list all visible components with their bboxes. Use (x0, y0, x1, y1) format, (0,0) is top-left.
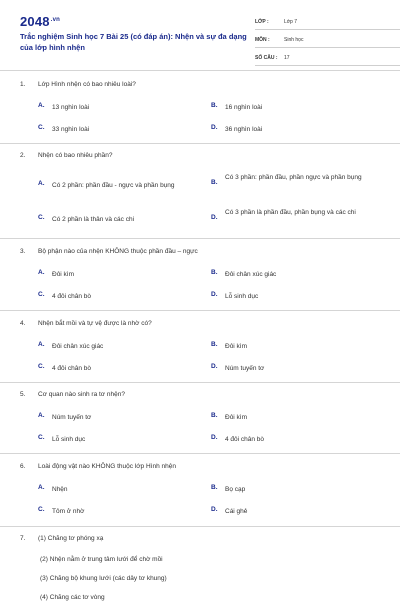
question-4 (20, 320, 380, 327)
option-text: Đôi kìm (52, 271, 75, 278)
option-1d[interactable] (211, 124, 376, 135)
meta-label: SỐ CÂU : (255, 54, 278, 61)
option-5a[interactable] (38, 412, 198, 423)
option-text: Đôi kìm (225, 343, 248, 350)
option-4a[interactable] (38, 341, 198, 352)
option-letter: B. (211, 412, 218, 419)
statement: (3) Chăng bộ khung lưới (các dây tơ khung) (40, 575, 167, 582)
option-text: 4 đôi chân bò (52, 293, 92, 300)
option-5c[interactable] (38, 434, 198, 445)
logo-text: 2048 (20, 14, 50, 29)
meta-row-subject (255, 32, 400, 48)
option-letter: C. (38, 506, 45, 513)
option-letter: D. (211, 291, 218, 298)
option-5d[interactable] (211, 434, 376, 445)
statement: (1) Chăng tơ phóng xạ (38, 535, 104, 542)
page-title: Trắc nghiệm Sinh học 7 Bài 25 (có đáp án): Nhện và sự đa dạng của lớp hình nhện (20, 32, 247, 52)
divider (0, 453, 400, 454)
question-2 (20, 152, 380, 159)
meta-row-count (255, 50, 400, 66)
option-letter: C. (38, 291, 45, 298)
divider (0, 143, 400, 144)
divider (0, 310, 400, 311)
option-text: Có 2 phần: phần đầu - ngực và phần bụng (52, 182, 175, 189)
meta-row-grade (255, 14, 400, 30)
question-number: 7. (20, 535, 26, 542)
option-1a[interactable] (38, 102, 198, 113)
question-text: Cơ quan nào sinh ra tơ nhện? (38, 391, 125, 398)
option-4c[interactable] (38, 363, 198, 374)
divider (0, 526, 400, 527)
option-letter: D. (211, 124, 218, 131)
option-text: 33 nghìn loài (52, 126, 90, 133)
option-letter: C. (38, 363, 45, 370)
option-text: Lỗ sinh dục (225, 293, 259, 300)
option-text: Núm tuyến tơ (52, 414, 92, 421)
option-6c[interactable] (38, 506, 198, 517)
option-letter: C. (38, 434, 45, 441)
option-letter: A. (38, 484, 45, 491)
option-text: 4 đôi chân bò (52, 365, 92, 372)
option-text: Có 3 phần là phần đầu, phần bụng và các chi (225, 209, 356, 216)
option-letter: A. (38, 180, 45, 187)
option-text: Tôm ở nhờ (52, 508, 85, 515)
question-number: 2. (20, 152, 26, 159)
site-logo[interactable] (20, 14, 60, 29)
option-letter: D. (211, 434, 218, 441)
option-4d[interactable] (211, 363, 376, 374)
question-6 (20, 463, 380, 470)
option-letter: A. (38, 102, 45, 109)
option-text: Bọ cạp (225, 486, 246, 493)
divider (0, 238, 400, 239)
option-3c[interactable] (38, 291, 198, 302)
option-6a[interactable] (38, 484, 198, 495)
document-header (20, 14, 380, 64)
option-letter: A. (38, 341, 45, 348)
meta-panel (255, 14, 400, 68)
logo-suffix: .vn (50, 16, 61, 23)
meta-value: Sinh học (284, 36, 304, 43)
question-number: 5. (20, 391, 26, 398)
option-letter: A. (38, 412, 45, 419)
option-letter: B. (211, 269, 218, 276)
question-number: 3. (20, 248, 26, 255)
option-text: Đôi chân xúc giác (225, 271, 277, 278)
option-6d[interactable] (211, 506, 376, 517)
option-text: Có 3 phần: phần đầu, phần ngực và phần bụng (225, 174, 362, 181)
statement: (2) Nhện nằm ở trung tâm lưới để chờ mồi (40, 556, 163, 563)
question-text: Lớp Hình nhện có bao nhiêu loài? (38, 81, 136, 88)
option-2b[interactable] (211, 172, 376, 186)
option-text: 16 nghìn loài (225, 104, 263, 111)
option-text: Đôi kìm (225, 414, 248, 421)
meta-value: Lớp 7 (284, 18, 298, 25)
question-number: 6. (20, 463, 26, 470)
divider (0, 70, 400, 71)
option-1b[interactable] (211, 102, 376, 113)
divider (0, 382, 400, 383)
question-7 (20, 535, 380, 542)
option-text: 13 nghìn loài (52, 104, 90, 111)
option-text: Nhện (52, 486, 68, 493)
option-letter: D. (211, 363, 218, 370)
question-number: 4. (20, 320, 26, 327)
meta-label: LỚP : (255, 18, 269, 25)
option-text: 36 nghìn loài (225, 126, 263, 133)
option-letter: C. (38, 214, 45, 221)
option-letter: D. (211, 214, 218, 221)
question-text: Bộ phận nào của nhện KHÔNG thuộc phần đầu – ngực (38, 248, 198, 255)
option-letter: A. (38, 269, 45, 276)
option-5b[interactable] (211, 412, 376, 423)
option-text: Lỗ sinh dục (52, 436, 86, 443)
option-text: Cái ghẻ (225, 508, 248, 515)
option-text: Đôi chân xúc giác (52, 343, 104, 350)
question-1 (20, 81, 380, 88)
question-5 (20, 391, 380, 398)
option-letter: B. (211, 179, 218, 186)
option-2c[interactable] (38, 214, 208, 225)
meta-value: 17 (284, 54, 290, 61)
option-2d[interactable] (211, 207, 376, 221)
meta-label: MÔN : (255, 36, 270, 43)
option-letter: B. (211, 484, 218, 491)
option-6b[interactable] (211, 484, 376, 495)
option-3b[interactable] (211, 269, 376, 280)
option-1c[interactable] (38, 124, 198, 135)
option-4b[interactable] (211, 341, 376, 352)
question-text: Loài động vật nào KHÔNG thuộc lớp Hình nhện (38, 463, 176, 470)
option-letter: C. (38, 124, 45, 131)
option-text: Có 2 phần là thân và các chi (52, 216, 135, 223)
option-3a[interactable] (38, 269, 198, 280)
question-number: 1. (20, 81, 26, 88)
option-letter: B. (211, 341, 218, 348)
question-3 (20, 248, 380, 255)
option-text: Núm tuyến tơ (225, 365, 265, 372)
statement: (4) Chăng các tơ vòng (40, 594, 105, 601)
option-3d[interactable] (211, 291, 376, 302)
option-letter: D. (211, 506, 218, 513)
option-letter: B. (211, 102, 218, 109)
question-text: Nhện có bao nhiêu phần? (38, 152, 113, 159)
question-text: Nhện bắt mồi và tự vệ được là nhờ có? (38, 320, 152, 327)
option-text: 4 đôi chân bò (225, 436, 265, 443)
option-2a[interactable] (38, 180, 208, 191)
